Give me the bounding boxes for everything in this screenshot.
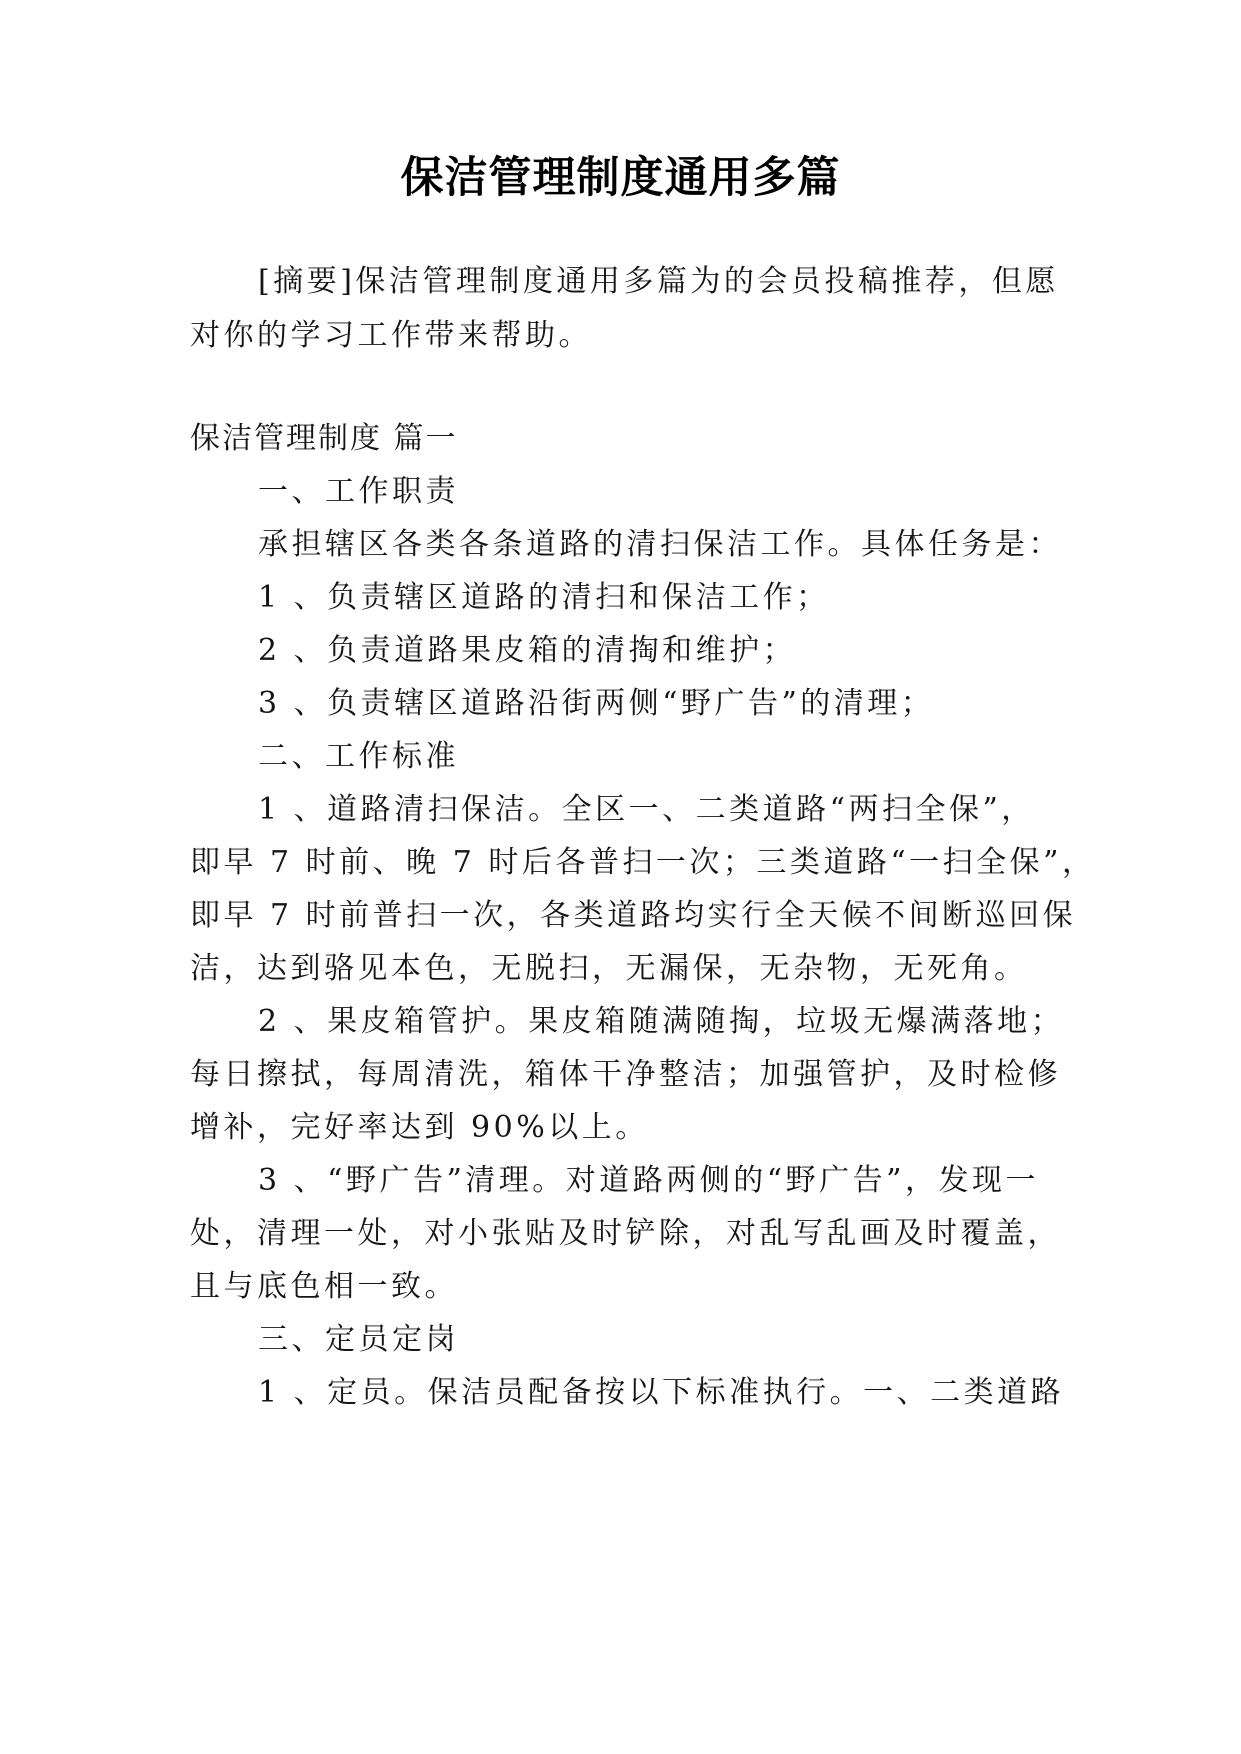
subheading: 二、工作标准	[258, 739, 459, 774]
paragraph-line: 洁，达到骆见本色，无脱扫，无漏保，无杂物，无死角。	[190, 951, 1028, 986]
paragraph-line: 3 、“野广告”清理。对道路两侧的“野广告”，发现一	[258, 1163, 1039, 1198]
paragraph-line: 每日擦拭，每周清洗，箱体干净整洁；加强管护，及时检修	[190, 1057, 1061, 1092]
document-title: 保洁管理制度通用多篇	[400, 153, 841, 203]
paragraph-line: 即早 7 时前普扫一次，各类道路均实行全天候不间断巡回保	[190, 898, 1077, 933]
section-heading: 保洁管理制度 篇一	[190, 421, 458, 456]
subheading: 三、定员定岗	[258, 1322, 459, 1357]
list-item: 2 、负责道路果皮箱的清掏和维护；	[258, 633, 797, 668]
paragraph-line: 增补，完好率达到 90%以上。	[190, 1110, 649, 1145]
abstract-line: 对你的学习工作带来帮助。	[190, 318, 592, 353]
paragraph-line: 处，清理一处，对小张贴及时铲除，对乱写乱画及时覆盖，	[190, 1216, 1061, 1251]
list-item: 3 、负责辖区道路沿街两侧“野广告”的清理；	[258, 686, 935, 721]
paragraph-line: 且与底色相一致。	[190, 1269, 458, 1304]
paragraph-line: 即早 7 时前、晚 7 时后各普扫一次；三类道路“一扫全保”，	[190, 845, 1096, 880]
paragraph-line: 2 、果皮箱管护。果皮箱随满随掏，垃圾无爆满落地；	[258, 1004, 1065, 1039]
subheading: 一、工作职责	[258, 474, 459, 509]
list-item: 1 、负责辖区道路的清扫和保洁工作；	[258, 580, 830, 615]
paragraph-line: 承担辖区各类各条道路的清扫保洁工作。具体任务是：	[258, 527, 1062, 562]
paragraph-line: 1 、道路清扫保洁。全区一、二类道路“两扫全保”，	[258, 792, 1035, 827]
paragraph-line: 1 、定员。保洁员配备按以下标准执行。一、二类道路	[258, 1375, 1065, 1410]
abstract-line: [摘要]保洁管理制度通用多篇为的会员投稿推荐，但愿	[258, 264, 1059, 299]
